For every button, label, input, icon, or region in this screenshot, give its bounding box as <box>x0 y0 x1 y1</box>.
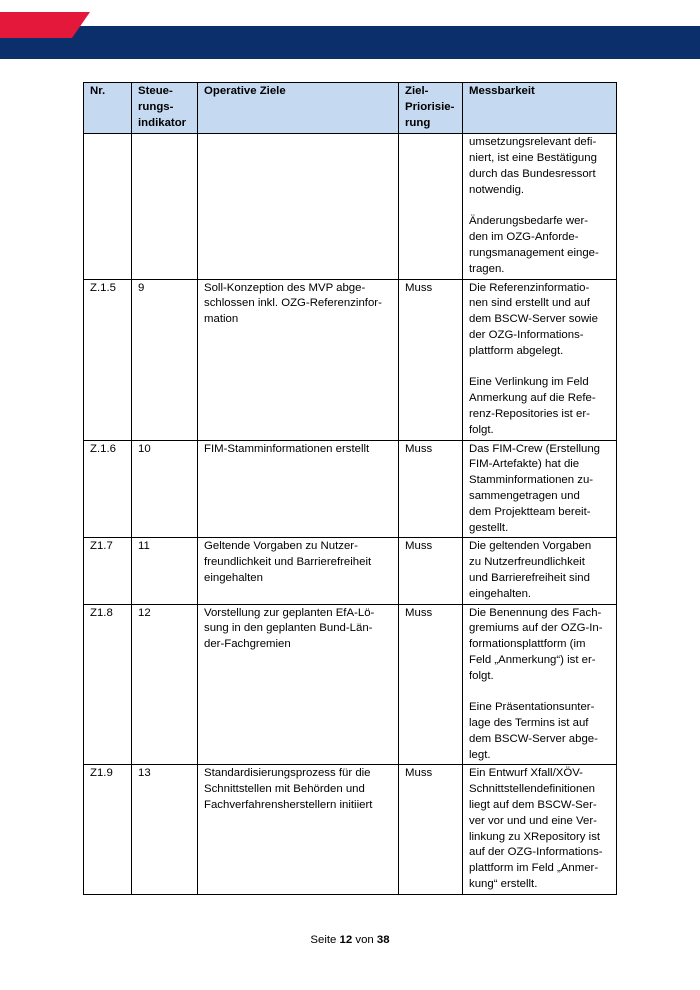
cell-text: 12 <box>138 606 151 619</box>
messbarkeit-paragraph <box>469 766 611 892</box>
cell-text: sung in den geplanten Bund-Län- <box>204 622 373 635</box>
cell-priorisierung <box>399 279 463 440</box>
header-text: Nr. <box>90 85 106 97</box>
cell-operative-ziel <box>198 134 399 279</box>
cell-text: gremiums auf der OZG-In- <box>469 622 603 635</box>
cell-text: folgt. <box>469 669 494 682</box>
cell-text: eingehalten <box>204 571 263 584</box>
table-row <box>84 279 617 440</box>
cell-operative-ziel <box>198 538 399 604</box>
header-nr <box>84 83 132 134</box>
cell-text: formationsplattform (im <box>469 638 586 651</box>
header-indikator <box>132 83 198 134</box>
messbarkeit-paragraph <box>469 606 611 685</box>
cell-text: Z.1.5 <box>90 281 116 294</box>
cell-text: Muss <box>405 767 433 780</box>
cell-nr <box>84 604 132 765</box>
cell-text: den im OZG-Anforde- <box>469 231 579 244</box>
cell-text: durch das Bundesressort <box>469 167 596 180</box>
cell-messbarkeit <box>463 279 617 440</box>
cell-text: schlossen inkl. OZG-Referenzinfor- <box>204 297 382 310</box>
header-operative-ziele <box>198 83 399 134</box>
cell-indikator <box>132 765 198 894</box>
cell-text: kung“ erstellt. <box>469 878 538 891</box>
footer-prefix: Seite <box>310 934 337 946</box>
cell-text: notwendig. <box>469 183 525 196</box>
cell-operative-ziel <box>198 440 399 538</box>
cell-text: 13 <box>138 767 151 780</box>
cell-text: plattform abgelegt. <box>469 344 564 357</box>
cell-indikator <box>132 440 198 538</box>
cell-text: der-Fachgremien <box>204 638 291 651</box>
cell-text: zu Nutzerfreundlichkeit <box>469 556 585 569</box>
cell-text: Die geltenden Vorgaben <box>469 540 592 553</box>
header-text: Priorisie- <box>405 100 455 113</box>
cell-text: legt. <box>469 748 491 761</box>
cell-text: Standardisierungsprozess für die <box>204 767 371 780</box>
table-row <box>84 538 617 604</box>
header-text: rung <box>405 116 431 129</box>
cell-text: Ein Entwurf Xfall/XÖV- <box>469 767 583 780</box>
table-row <box>84 134 617 279</box>
cell-text: Schnittstellendefinitionen <box>469 783 596 796</box>
header-text: Steue- <box>138 85 173 97</box>
cell-indikator <box>132 279 198 440</box>
header-messbarkeit <box>463 83 617 134</box>
table-row <box>84 604 617 765</box>
cell-text: liegt auf dem BSCW-Ser- <box>469 799 597 812</box>
cell-text: dem BSCW-Server abge- <box>469 732 598 745</box>
cell-text: Z1.7 <box>90 540 113 553</box>
cell-text: Die Referenzinformatio- <box>469 281 590 294</box>
table-row <box>84 440 617 538</box>
cell-nr <box>84 134 132 279</box>
cell-messbarkeit <box>463 538 617 604</box>
objectives-table <box>83 82 617 895</box>
cell-text: und Barrierefreiheit sind <box>469 571 590 584</box>
table-header-row <box>84 83 617 134</box>
cell-text: gestellt. <box>469 521 509 534</box>
cell-text: Änderungsbedarfe wer- <box>469 215 589 228</box>
cell-text: dem BSCW-Server sowie <box>469 313 598 326</box>
cell-priorisierung <box>399 134 463 279</box>
cell-text: ver vor und und eine Ver- <box>469 814 597 827</box>
cell-text: plattform im Feld „Anmer- <box>469 862 599 875</box>
cell-nr <box>84 440 132 538</box>
cell-text: rungsmanagement einge- <box>469 246 599 259</box>
cell-nr <box>84 279 132 440</box>
footer-page-number: 12 <box>339 934 353 946</box>
cell-text: Eine Verlinkung im Feld <box>469 376 589 389</box>
messbarkeit-paragraph <box>469 375 611 438</box>
cell-text: Muss <box>405 281 433 294</box>
cell-priorisierung <box>399 604 463 765</box>
cell-text: tragen. <box>469 262 505 275</box>
cell-text: FIM-Stamminformationen erstellt <box>204 442 370 455</box>
cell-nr <box>84 765 132 894</box>
footer-page-total: 38 <box>376 934 390 946</box>
cell-text: Stamminformationen zu- <box>469 474 594 487</box>
cell-operative-ziel <box>198 765 399 894</box>
cell-text: Feld „Anmerkung“) ist er- <box>469 653 596 666</box>
cell-text: Eine Präsentationsunter- <box>469 701 595 714</box>
cell-indikator <box>132 134 198 279</box>
cell-text: niert, ist eine Bestätigung <box>469 152 597 165</box>
cell-text: Z.1.6 <box>90 442 116 455</box>
cell-text: Schnittstellen mit Behörden und <box>204 783 365 796</box>
cell-priorisierung <box>399 538 463 604</box>
cell-text: lage des Termins ist auf <box>469 717 589 730</box>
messbarkeit-paragraph <box>469 281 611 360</box>
cell-priorisierung <box>399 440 463 538</box>
cell-text: Anmerkung auf die Refe- <box>469 392 596 405</box>
cell-text: renz-Repositories ist er- <box>469 407 590 420</box>
cell-text: umsetzungsrelevant defi- <box>469 136 597 149</box>
cell-text: Das FIM-Crew (Erstellung <box>469 442 601 455</box>
header-text: Ziel- <box>405 85 429 97</box>
cell-text: freundlichkeit und Barrierefreiheit <box>204 556 372 569</box>
cell-messbarkeit <box>463 604 617 765</box>
cell-text: Muss <box>405 606 433 619</box>
cell-messbarkeit <box>463 440 617 538</box>
cell-indikator <box>132 604 198 765</box>
cell-text: Muss <box>405 540 433 553</box>
cell-text: sammengetragen und <box>469 489 580 502</box>
cell-text: folgt. <box>469 423 494 436</box>
messbarkeit-paragraph <box>469 214 611 277</box>
cell-text: linkung zu XRepository ist <box>469 830 601 843</box>
messbarkeit-paragraph <box>469 442 611 537</box>
cell-text: Muss <box>405 442 433 455</box>
cell-text: Vorstellung zur geplanten EfA-Lö- <box>204 606 375 619</box>
cell-text: nen sind erstellt und auf <box>469 297 590 310</box>
cell-operative-ziel <box>198 604 399 765</box>
cell-indikator <box>132 538 198 604</box>
cell-text: 10 <box>138 442 151 455</box>
messbarkeit-paragraph <box>469 539 611 602</box>
cell-text: dem Projektteam bereit- <box>469 505 591 518</box>
header-text: Messbarkeit <box>469 85 535 97</box>
cell-text: Fachverfahrensherstellern initiiert <box>204 799 373 812</box>
cell-text: der OZG-Informations- <box>469 328 584 341</box>
cell-priorisierung <box>399 765 463 894</box>
cell-text: Soll-Konzeption des MVP abge- <box>204 281 366 294</box>
cell-text: Die Benennung des Fach- <box>469 606 602 619</box>
messbarkeit-paragraph <box>469 700 611 763</box>
header-text: rungs- <box>138 100 174 113</box>
page-footer <box>0 934 700 946</box>
footer-middle: von <box>355 934 374 946</box>
cell-operative-ziel <box>198 279 399 440</box>
cell-text: Geltende Vorgaben zu Nutzer- <box>204 540 358 553</box>
cell-nr <box>84 538 132 604</box>
cell-text: 9 <box>138 281 145 294</box>
header-text: indikator <box>138 116 187 129</box>
header-text: Operative Ziele <box>204 85 286 97</box>
table-row <box>84 765 617 894</box>
header-banner <box>0 26 700 59</box>
cell-text: eingehalten. <box>469 587 532 600</box>
cell-messbarkeit <box>463 134 617 279</box>
cell-text: 11 <box>138 540 150 553</box>
cell-text: mation <box>204 313 239 326</box>
cell-messbarkeit <box>463 765 617 894</box>
cell-text: auf der OZG-Informations- <box>469 846 603 859</box>
cell-text: Z1.9 <box>90 767 113 780</box>
cell-text: Z1.8 <box>90 606 113 619</box>
messbarkeit-paragraph <box>469 135 611 198</box>
cell-text: FIM-Artefakte) hat die <box>469 458 580 471</box>
header-priorisierung <box>399 83 463 134</box>
